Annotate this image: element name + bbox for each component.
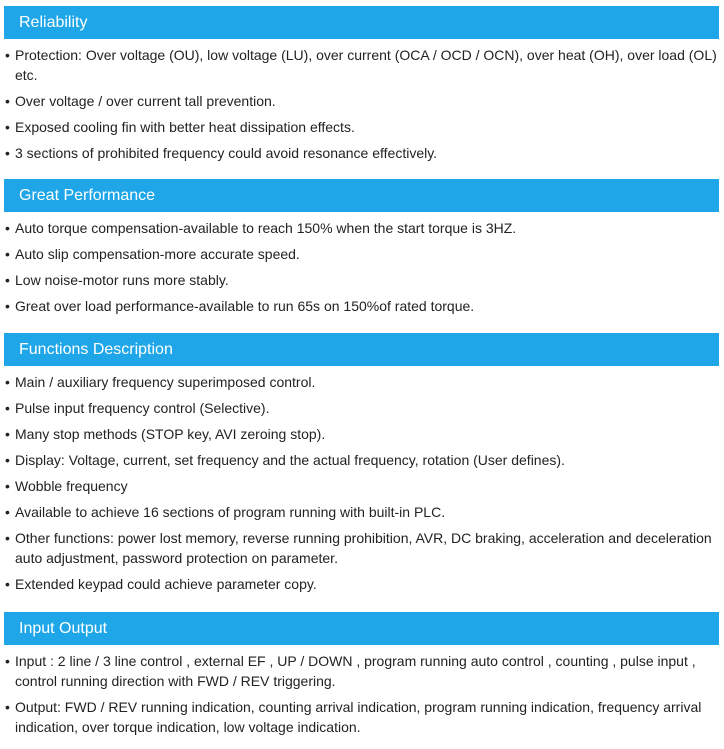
list-item-text: Protection: Over voltage (OU), low voltage (LU), over current (OCA / OCD / OCN), over heat (OH), over load (OL) etc. bbox=[15, 47, 717, 83]
list-item-text: Pulse input frequency control (Selective). bbox=[15, 400, 270, 416]
list-item-text: Display: Voltage, current, set frequency and the actual frequency, rotation (User defines). bbox=[15, 452, 565, 468]
list-item bbox=[0, 651, 724, 691]
bullet-icon: • bbox=[5, 426, 10, 442]
list-item-text: Main / auxiliary frequency superimposed control. bbox=[15, 374, 316, 390]
bullet-icon: • bbox=[5, 478, 10, 494]
section-header-input-output: Input Output bbox=[4, 612, 719, 645]
bullet-icon: • bbox=[5, 452, 10, 468]
performance-list bbox=[0, 218, 724, 316]
bullet-icon: • bbox=[5, 93, 10, 109]
list-item-text: 3 sections of prohibited frequency could avoid resonance effectively. bbox=[15, 145, 438, 161]
list-item bbox=[0, 45, 724, 85]
list-item bbox=[0, 450, 724, 470]
list-item-text: Auto torque compensation-available to reach 150% when the start torque is 3HZ. bbox=[15, 220, 517, 236]
input-output-list bbox=[0, 651, 724, 737]
list-item bbox=[0, 424, 724, 444]
bullet-icon: • bbox=[5, 653, 10, 669]
list-item bbox=[0, 372, 724, 392]
list-item-text: Great over load performance-available to run 65s on 150%of rated torque. bbox=[15, 298, 475, 314]
bullet-icon: • bbox=[5, 699, 10, 715]
list-item-text: Wobble frequency bbox=[15, 478, 128, 494]
list-item-text: Exposed cooling fin with better heat dissipation effects. bbox=[15, 119, 355, 135]
list-item-text: Extended keypad could achieve parameter copy. bbox=[15, 576, 317, 592]
list-item-text: Low noise-motor runs more stably. bbox=[15, 272, 229, 288]
list-item bbox=[0, 117, 724, 137]
bullet-icon: • bbox=[5, 220, 10, 236]
list-item bbox=[0, 398, 724, 418]
list-item bbox=[0, 218, 724, 238]
bullet-icon: • bbox=[5, 246, 10, 262]
list-item bbox=[0, 143, 724, 163]
list-item bbox=[0, 502, 724, 522]
bullet-icon: • bbox=[5, 298, 10, 314]
list-item bbox=[0, 91, 724, 111]
list-item bbox=[0, 697, 724, 737]
list-item bbox=[0, 244, 724, 264]
section-header-reliability: Reliability bbox=[4, 6, 719, 39]
section-reliability bbox=[0, 6, 724, 163]
list-item-text: Input : 2 line / 3 line control , external EF , UP / DOWN , program running auto control , counting , pulse input , control running direction with FWD / REV triggering. bbox=[15, 653, 696, 689]
bullet-icon: • bbox=[5, 504, 10, 520]
list-item-text: Many stop methods (STOP key, AVI zeroing stop). bbox=[15, 426, 326, 442]
reliability-list bbox=[0, 45, 724, 163]
list-item bbox=[0, 270, 724, 290]
bullet-icon: • bbox=[5, 374, 10, 390]
list-item bbox=[0, 528, 724, 568]
section-functions-description bbox=[0, 333, 724, 594]
functions-list bbox=[0, 372, 724, 594]
bullet-icon: • bbox=[5, 530, 10, 546]
bullet-icon: • bbox=[5, 400, 10, 416]
section-header-great-performance: Great Performance bbox=[4, 179, 719, 212]
bullet-icon: • bbox=[5, 272, 10, 288]
bullet-icon: • bbox=[5, 145, 10, 161]
bullet-icon: • bbox=[5, 119, 10, 135]
list-item-text: Output: FWD / REV running indication, counting arrival indication, program running indication, frequency arrival indication, over torque indication, low voltage indication. bbox=[15, 699, 702, 735]
list-item bbox=[0, 296, 724, 316]
section-great-performance bbox=[0, 179, 724, 316]
list-item bbox=[0, 574, 724, 594]
list-item bbox=[0, 476, 724, 496]
bullet-icon: • bbox=[5, 576, 10, 592]
list-item-text: Available to achieve 16 sections of program running with built-in PLC. bbox=[15, 504, 446, 520]
section-header-functions-description: Functions Description bbox=[4, 333, 719, 366]
list-item-text: Over voltage / over current tall prevention. bbox=[15, 93, 276, 109]
bullet-icon: • bbox=[5, 47, 10, 63]
list-item-text: Auto slip compensation-more accurate speed. bbox=[15, 246, 300, 262]
list-item-text: Other functions: power lost memory, reverse running prohibition, AVR, DC braking, acceleration and deceleration auto adjustment, password protection on parameter. bbox=[15, 530, 712, 566]
section-input-output bbox=[0, 612, 724, 737]
